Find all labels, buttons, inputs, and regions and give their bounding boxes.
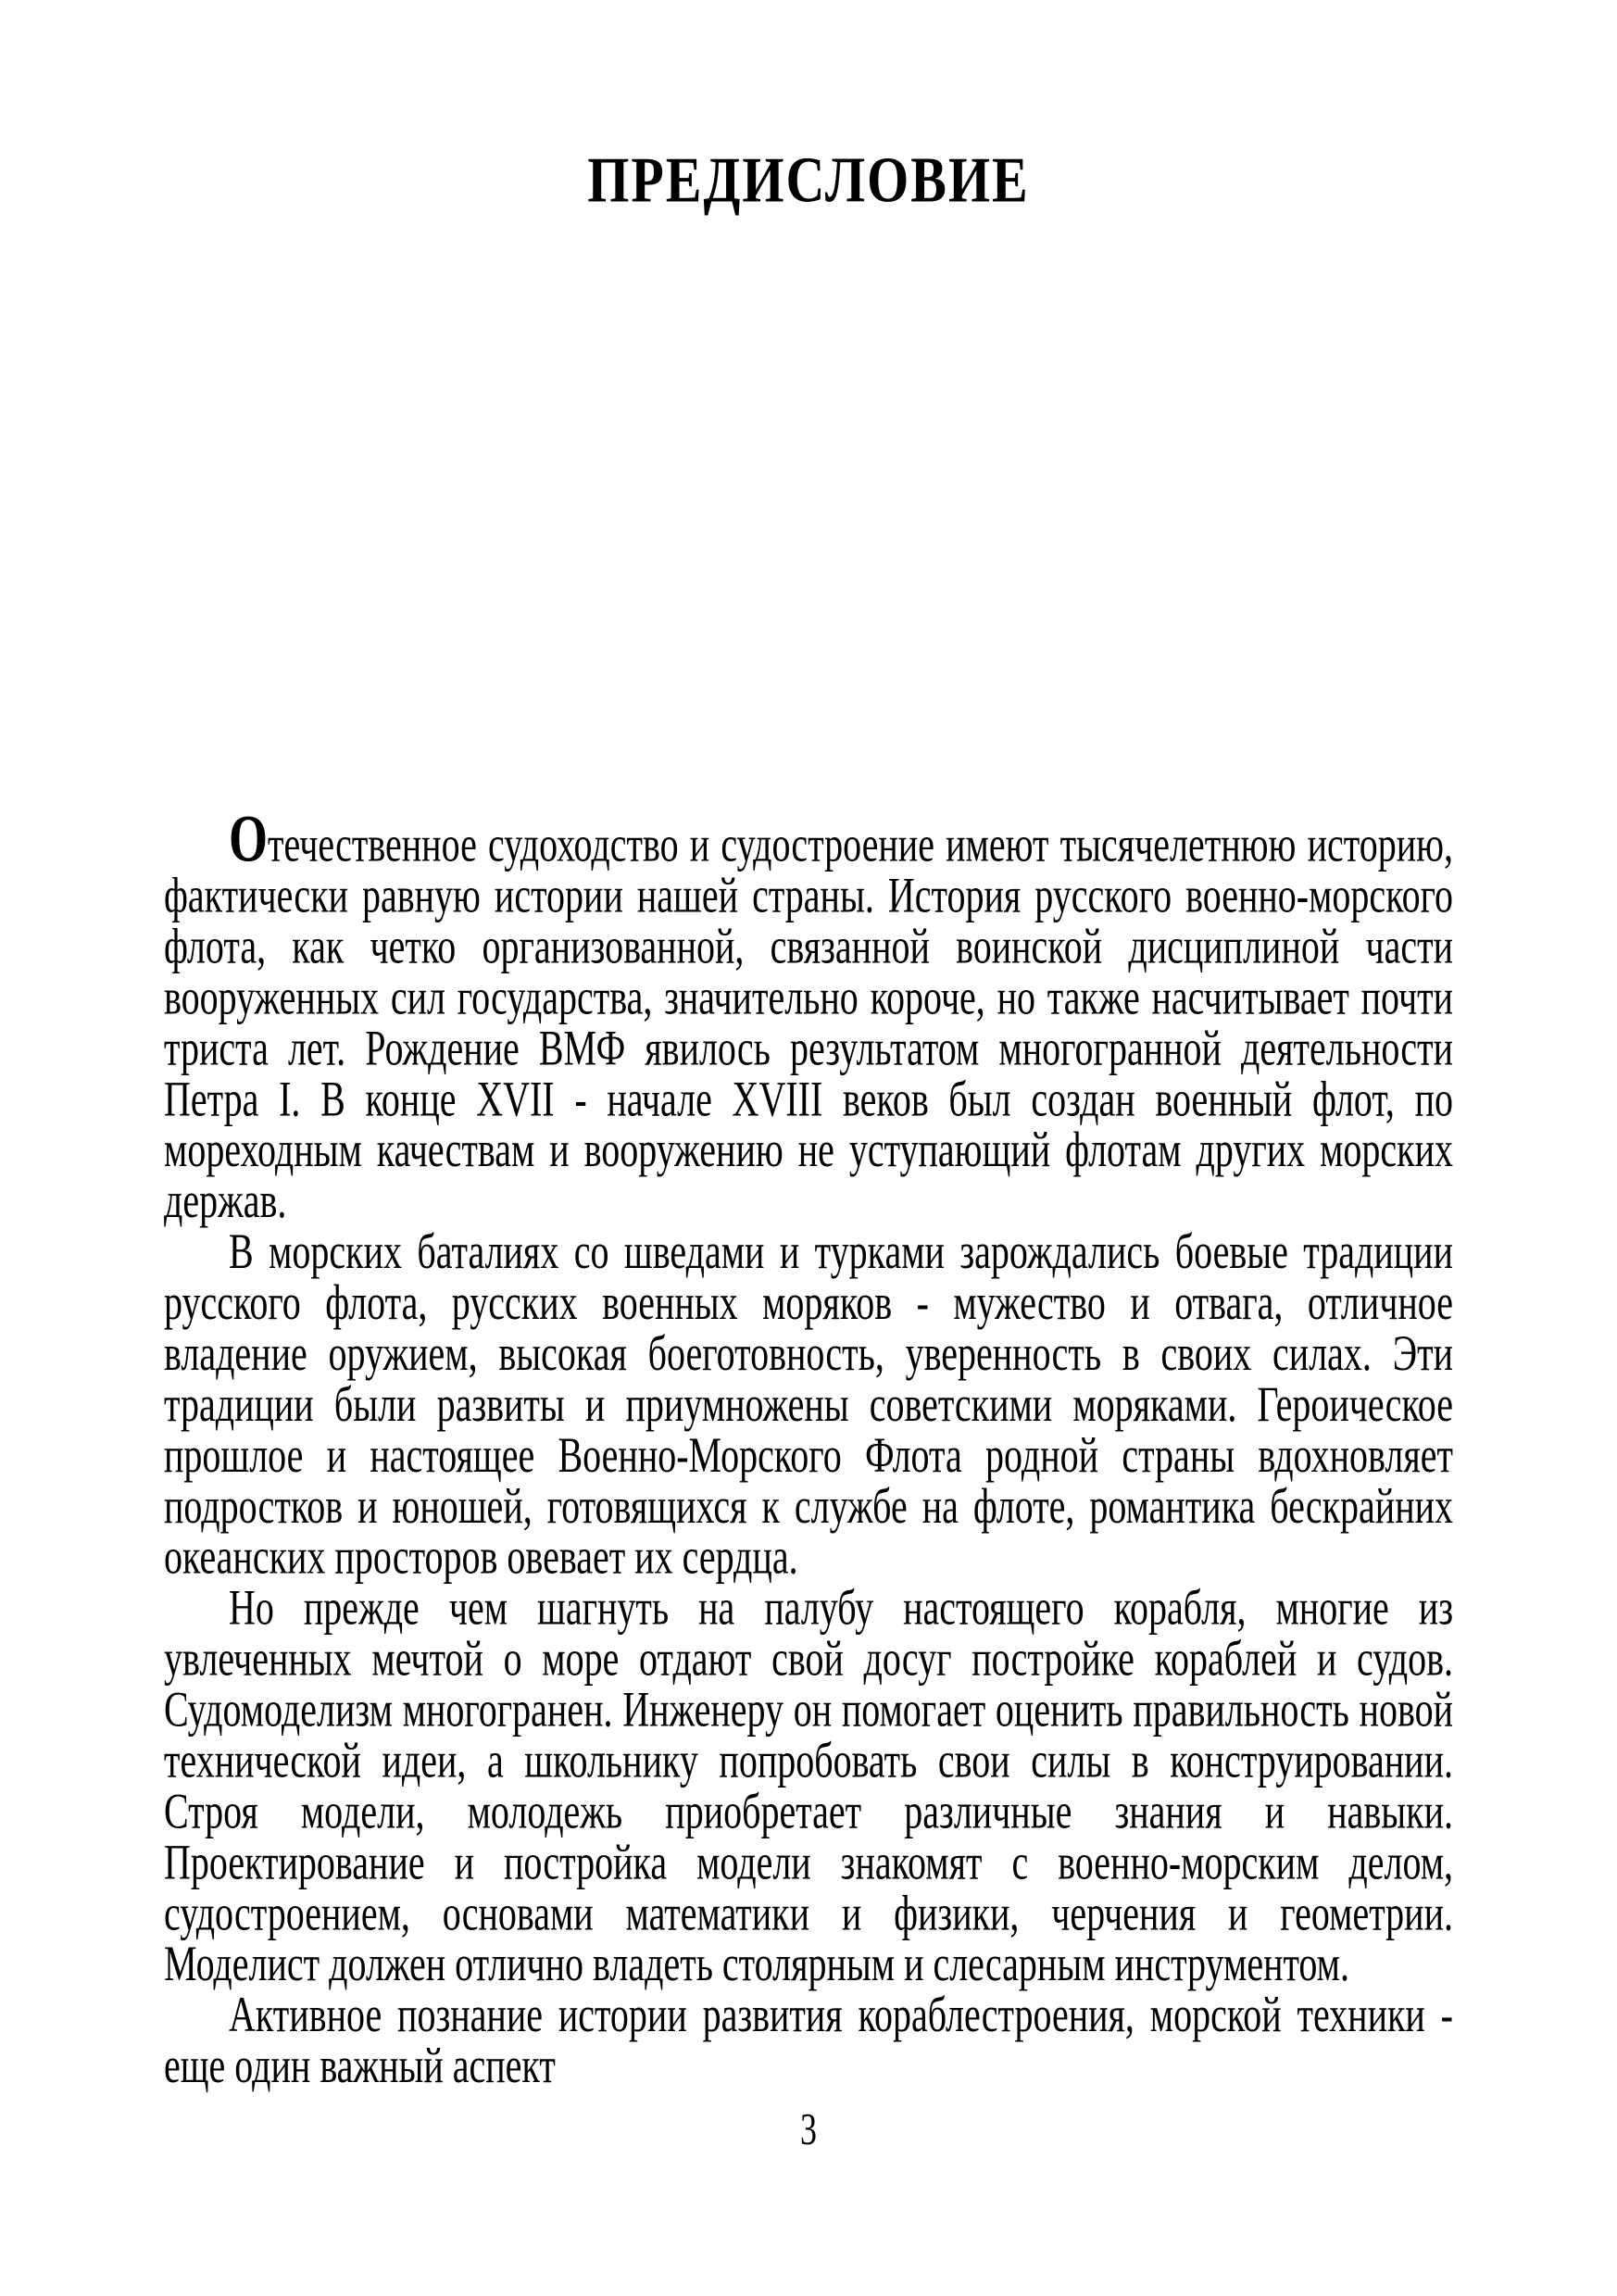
page-title: ПРЕДИСЛОВИЕ: [587, 144, 1030, 217]
page-number: 3: [800, 2104, 817, 2154]
paragraph-2: В морских баталиях со шведами и турками зарождались боевые традиции русского флота, русских военных моряков - мужество и отвага, отличное владение оружием, высокая боеготовность, уверенность в своих силах. Эти традиции были развиты и приумножены советскими моряками. Героическое прошлое и настоящее Военно-Морского Флота родной страны вдохновляет подростков и юношей, готовящихся к службе на флоте, романтика бескрайних океанских просторов овевает их сердца.: [164, 1223, 1453, 1585]
paragraph-1-text: течественное судоходство и судостроение имеют тысячелетнюю историю, фактически равную истории нашей страны. История русского военно-морского флота, как четко организованной, связанной воинской дисциплиной части вооруженных сил государства, значительно короче, но также насчитывает почти триста лет. Рождение ВМФ явилось результатом многогранной деятельности Петра I. В конце XVII - начале XVIII веков был создан военный флот, по мореходным качествам и вооружению не уступающий флотам других морских держав.: [164, 816, 1453, 1229]
paragraph-1: [164, 801, 1453, 1229]
drop-cap-initial: О: [229, 801, 269, 876]
paragraph-3: Но прежде чем шагнуть на палубу настоящего корабля, многие из увлеченных мечтой о море отдают свой досуг постройке кораблей и судов. Судомоделизм многогранен. Инженеру он помогает оценить правильность новой технической идеи, а школьнику попробовать свои силы в конструировании. Строя модели, молодежь приобретает различные знания и навыки. Проектирование и постройка модели знакомят с военно-морским делом, судостроением, основами математики и физики, черчения и геометрии. Моделист должен отлично владеть столярным и слесарным инструментом.: [164, 1579, 1453, 1992]
preface-text: [164, 801, 1453, 2094]
paragraph-4: Активное познание истории развития кораблестроения, морской техники - еще один важный аспект: [164, 1986, 1453, 2094]
